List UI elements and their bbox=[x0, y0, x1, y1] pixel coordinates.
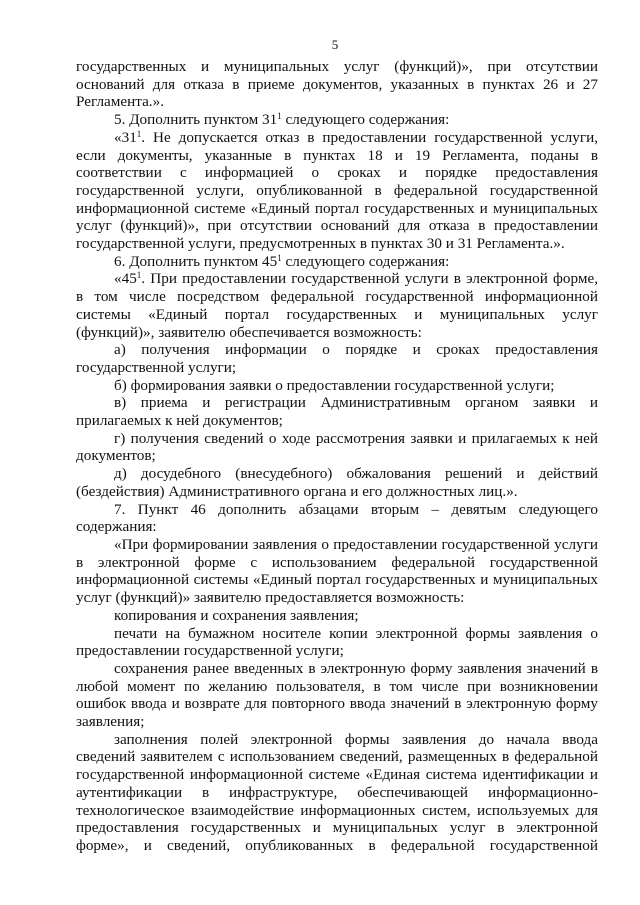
page-number: 5 bbox=[331, 37, 339, 52]
paragraph bbox=[76, 501, 598, 536]
paragraph-text: а) получения информации о порядке и сроках предоставления государственной услуги; bbox=[76, 341, 598, 376]
paragraph bbox=[76, 58, 598, 111]
paragraph-text: 7. Пункт 46 дополнить абзацами вторым – девятым следующего содержания: bbox=[76, 500, 598, 536]
superscript: 1 bbox=[136, 128, 142, 139]
paragraph bbox=[76, 341, 598, 376]
paragraph bbox=[76, 394, 598, 429]
paragraph-text: «31 bbox=[114, 128, 137, 146]
superscript: 1 bbox=[277, 252, 282, 263]
paragraph-text: 6. Дополнить пунктом 45 bbox=[114, 252, 278, 270]
paragraph bbox=[76, 465, 598, 500]
superscript: 1 bbox=[136, 270, 142, 281]
paragraph-text-continued: . При предоставлении государственной услуги в электронной форме, в том числе посредством федеральной государственной информационной системы «Единый портал государственных и муниципальных услуг (функций)», заявителю обеспечивается возможность: bbox=[76, 270, 598, 341]
document-body bbox=[76, 58, 598, 855]
paragraph-text-continued: следующего содержания: bbox=[281, 111, 450, 129]
paragraph bbox=[76, 625, 598, 660]
paragraph bbox=[76, 430, 598, 465]
paragraph bbox=[76, 731, 598, 855]
paragraph-text: заполнения полей электронной формы заявления до начала ввода сведений заявителем с использованием сведений, размещенных в федеральной государственной информационной системе «Единая система идентификации и аутентификации в инфраструктуре, обеспечивающей информационно-технологическое взаимодействие информационных систем, используемых для предоставления государственных и муниципальных услуг в электронной форме», и сведений, опубликованных в федеральной государственной bbox=[76, 730, 598, 854]
paragraph bbox=[76, 253, 598, 271]
paragraph-text-continued: следующего содержания: bbox=[281, 252, 450, 270]
paragraph-text: г) получения сведений о ходе рассмотрения заявки и прилагаемых к ней документов; bbox=[76, 429, 598, 465]
paragraph bbox=[76, 607, 598, 625]
paragraph-text: сохранения ранее введенных в электронную форму заявления значений в любой момент по желанию пользователя, в том числе при возникновении ошибок ввода и возврате для повторного ввода значений в электронную форму заявления; bbox=[76, 659, 598, 731]
paragraph bbox=[76, 536, 598, 607]
superscript: 1 bbox=[277, 111, 282, 122]
paragraph bbox=[76, 129, 598, 253]
paragraph bbox=[76, 111, 598, 129]
paragraph-text-continued: . Не допускается отказ в предоставлении государственной услуги, если документы, указанные в пунктах 18 и 19 Регламента, поданы в соответствии с информацией о сроках и порядке предоставления государственной услуги, опубликованной в федеральной государственной информационной системе «Единый портал государственных и муниципальных услуг (функций)», при отсутствии оснований для отказа в предоставлении государственной услуги, предусмотренных в пунктах 30 и 31 Регламента.». bbox=[76, 128, 598, 253]
paragraph-text: д) досудебного (внесудебного) обжалования решений и действий (бездействия) Административного органа и его должностных лиц.». bbox=[76, 465, 598, 500]
paragraph-text: «При формировании заявления о предоставлении государственной услуги в электронной форме с использованием федеральной государственной информационной системы «Единый портал государственных и муниципальных услуг (функций)» заявителю предоставляется возможность: bbox=[76, 535, 598, 607]
paragraph-text: 5. Дополнить пунктом 31 bbox=[114, 111, 278, 129]
paragraph bbox=[76, 270, 598, 341]
paragraph bbox=[76, 377, 598, 395]
paragraph-text: б) формирования заявки о предоставлении государственной услуги; bbox=[114, 376, 555, 394]
paragraph-text: в) приема и регистрации Административным органом заявки и прилагаемых к ней документов; bbox=[76, 394, 598, 430]
paragraph-text: «45 bbox=[114, 270, 137, 288]
paragraph-text: государственных и муниципальных услуг (функций)», при отсутствии оснований для отказа в приеме документов, указанных в пунктах 26 и 27 Регламента.». bbox=[76, 58, 598, 111]
paragraph-text: копирования и сохранения заявления; bbox=[114, 606, 359, 624]
paragraph bbox=[76, 660, 598, 731]
paragraph-text: печати на бумажном носителе копии электронной формы заявления о предоставлении государственной услуги; bbox=[76, 624, 598, 660]
